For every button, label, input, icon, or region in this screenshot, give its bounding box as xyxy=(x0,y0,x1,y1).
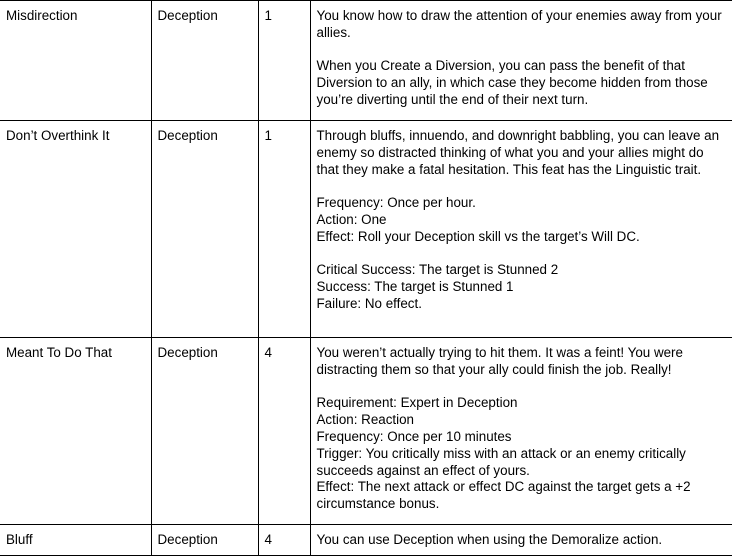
feat-level-cell xyxy=(258,338,310,525)
feat-name-cell xyxy=(0,1,151,121)
feat-description-paragraph: You weren’t actually trying to hit them. It was a feint! You were distracting them so that your ally could finish the job. Really! xyxy=(316,345,683,377)
feat-description-paragraph: Critical Success: The target is Stunned 2 Success: The target is Stunned 1 Failure: No effect. xyxy=(316,262,559,311)
feat-description-cell xyxy=(310,1,732,121)
feat-level: 4 xyxy=(264,345,272,360)
table-row xyxy=(0,1,732,121)
feat-level: 1 xyxy=(264,128,272,143)
feat-skill: Deception xyxy=(157,128,218,143)
feat-skill: Deception xyxy=(157,8,218,23)
table-row xyxy=(0,338,732,525)
feat-description-paragraph: You can use Deception when using the Demoralize action. xyxy=(316,532,663,547)
feat-skill: Deception xyxy=(157,532,218,547)
table-row xyxy=(0,121,732,338)
feat-skill: Deception xyxy=(157,345,218,360)
feat-name-cell xyxy=(0,121,151,338)
feat-level: 4 xyxy=(264,532,272,547)
feat-level-cell xyxy=(258,121,310,338)
feat-description-paragraph: You know how to draw the attention of your enemies away from your allies. xyxy=(316,8,722,40)
feat-skill-cell xyxy=(151,338,258,525)
feat-description-cell xyxy=(310,338,732,525)
feat-name: Don’t Overthink It xyxy=(6,128,110,143)
feat-name: Bluff xyxy=(6,532,33,547)
feat-skill-cell xyxy=(151,1,258,121)
feat-skill-cell xyxy=(151,121,258,338)
feat-name-cell xyxy=(0,338,151,525)
feat-description-paragraph: Requirement: Expert in Deception Action: Reaction Frequency: Once per 10 minutes Trigger: You critically miss with an attack or an enemy critically succeeds against an effect of yours. Effect: The next attack or effect DC against the target gets a +2 circumstance bonus. xyxy=(316,395,691,512)
feat-name: Misdirection xyxy=(6,8,78,23)
feat-description-paragraph: Frequency: Once per hour. Action: One Effect: Roll your Deception skill vs the target’s Will DC. xyxy=(316,195,640,244)
feat-description-cell xyxy=(310,121,732,338)
feat-level-cell xyxy=(258,1,310,121)
feat-description-paragraph: When you Create a Diversion, you can pass the benefit of that Diversion to an ally, in which case they become hidden from those you’re diverting until the end of their next turn. xyxy=(316,58,708,107)
feat-description-paragraph: Through bluffs, innuendo, and downright babbling, you can leave an enemy so distracted thinking of what you and your allies might do that they make a fatal hesitation. This feat has the Linguistic trait. xyxy=(316,128,720,177)
feat-name: Meant To Do That xyxy=(6,345,112,360)
feat-level: 1 xyxy=(264,8,272,23)
